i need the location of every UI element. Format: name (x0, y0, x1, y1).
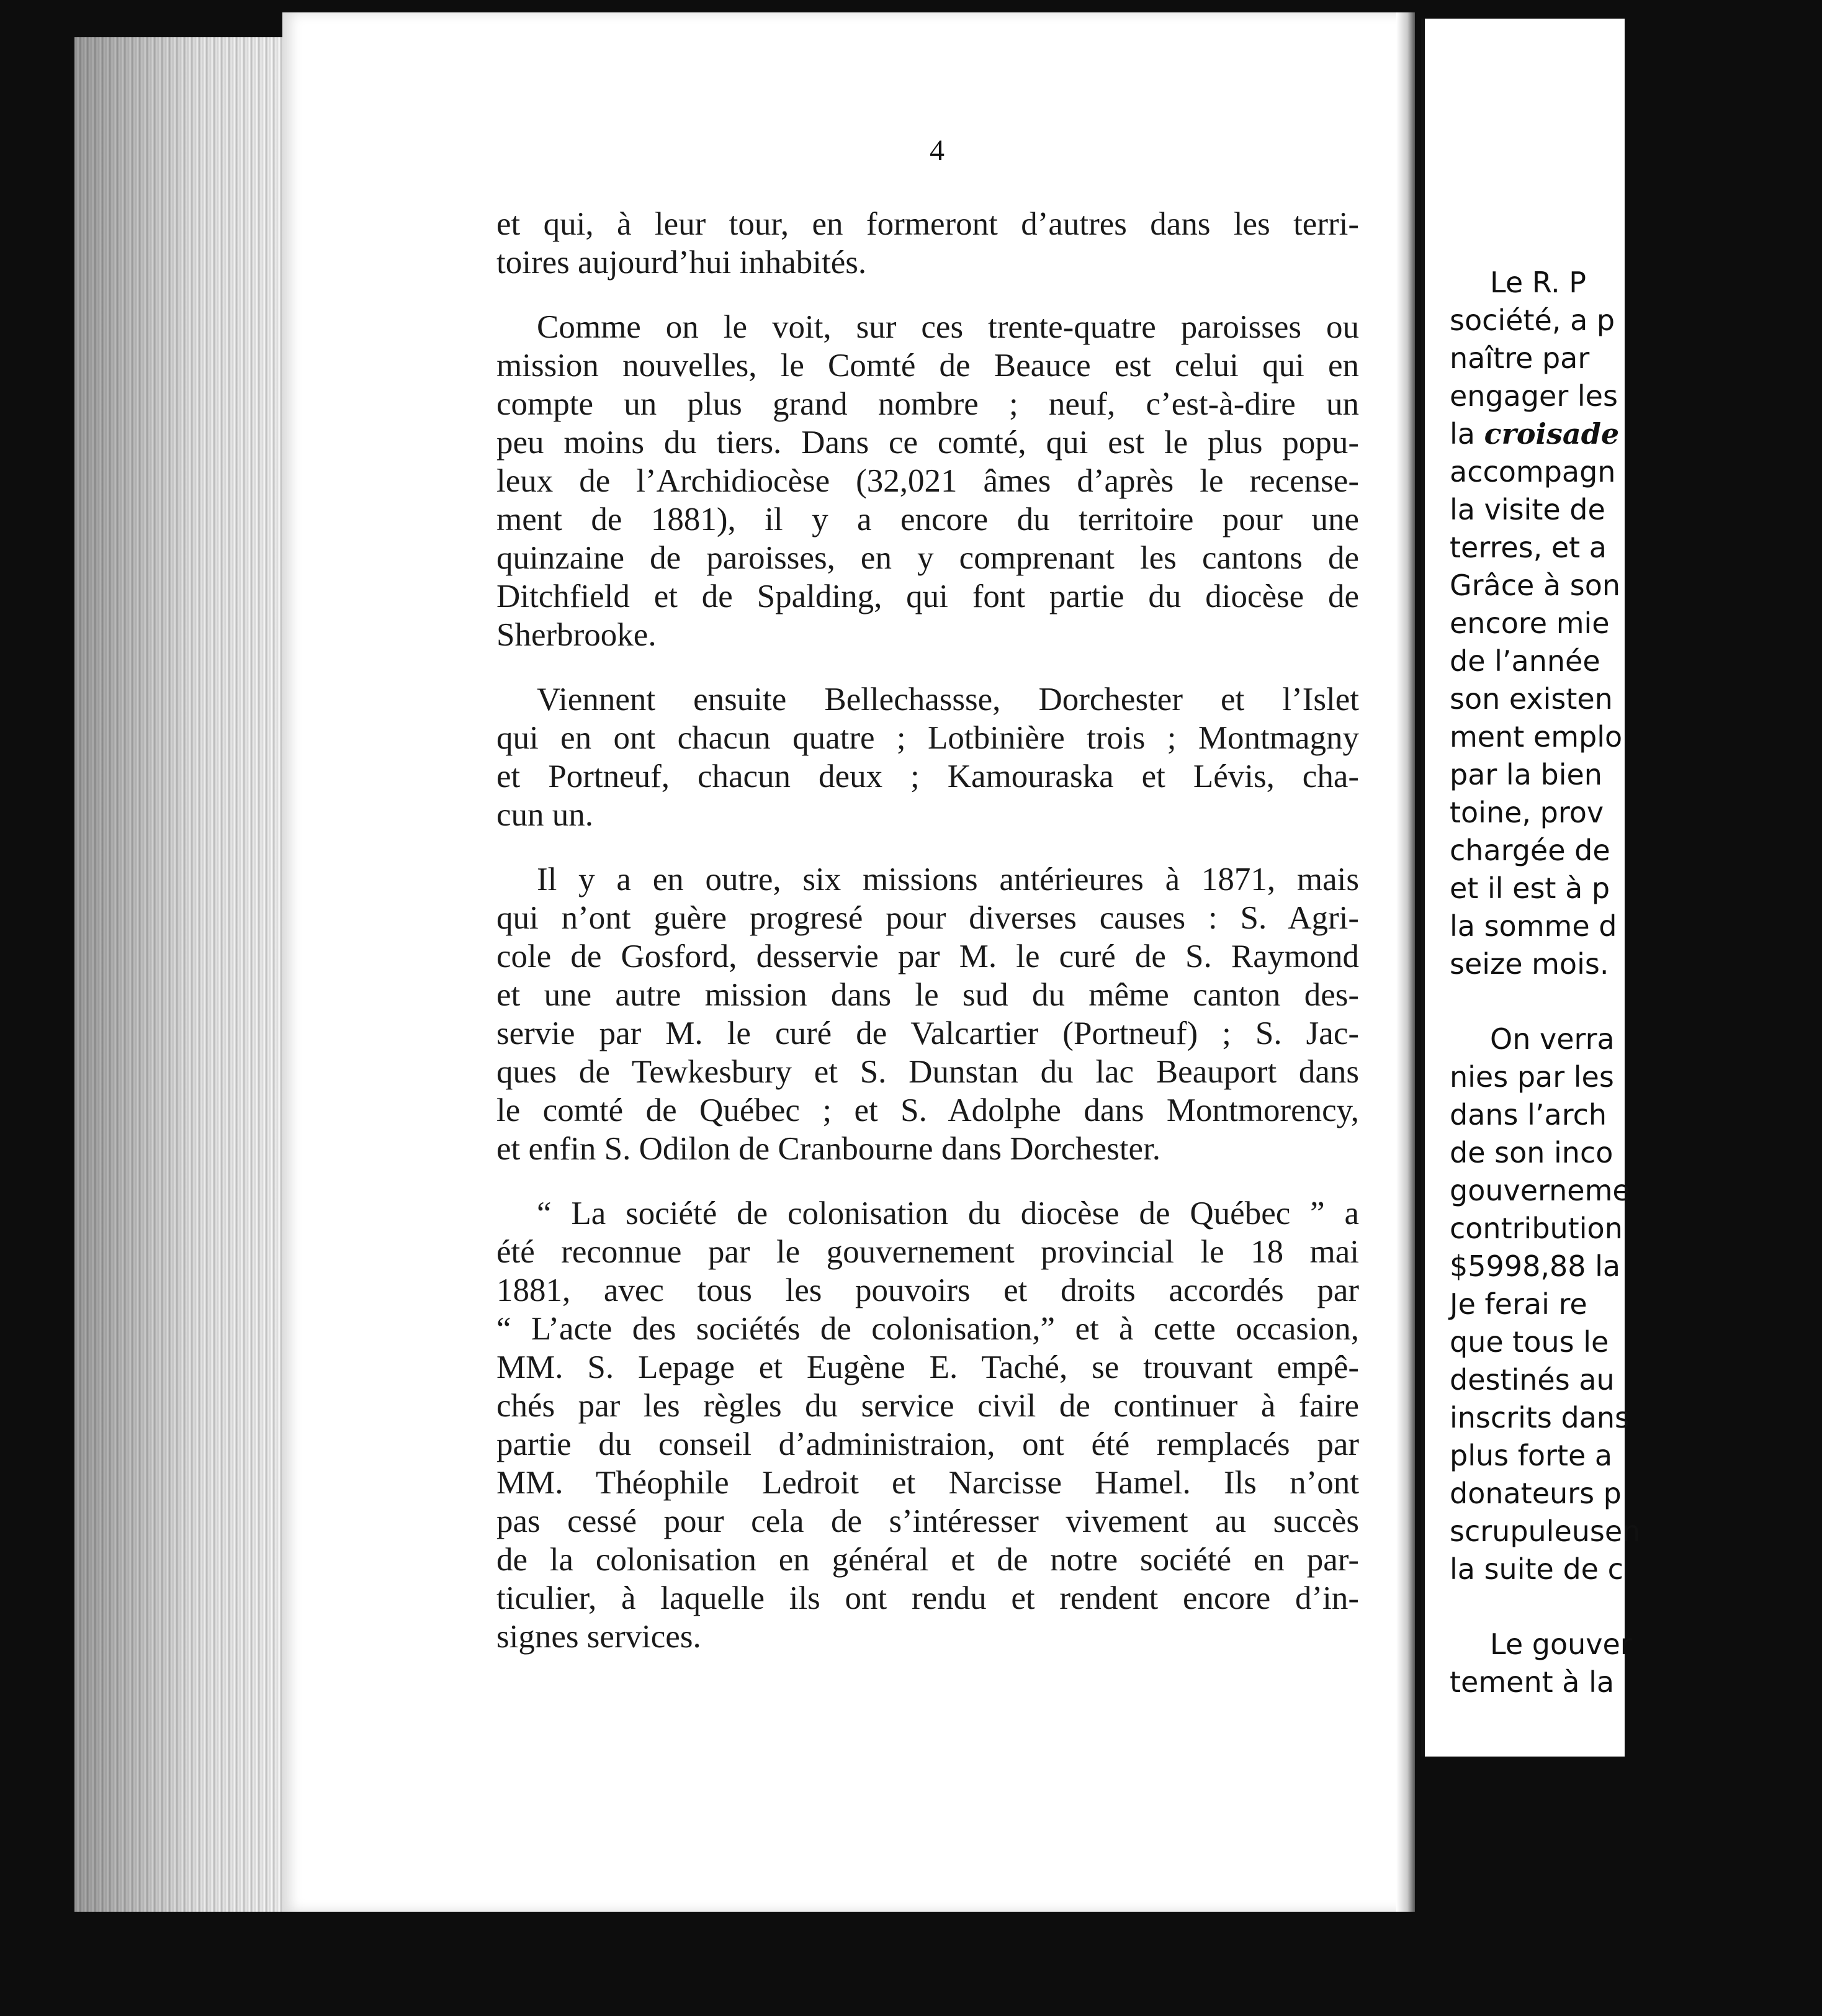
text-line: compte un plus grand nombre ; neuf, c’est-à-dire un (496, 386, 1359, 422)
paragraph (496, 308, 1359, 654)
text-line: dans l’arch (1450, 1098, 1607, 1132)
text-line: On verra (1490, 1022, 1615, 1056)
paragraph-gap (1450, 1588, 1822, 1626)
text-line: la suite de c (1450, 1552, 1623, 1586)
text-line: Sherbrooke. (496, 617, 657, 653)
text-line: que tous le (1450, 1325, 1609, 1359)
text-line: tement à la (1450, 1665, 1615, 1699)
text-line: donateurs p (1450, 1477, 1622, 1510)
text-line: servie par M. le curé de Valcartier (Portneuf) ; S. Jac- (496, 1015, 1359, 1051)
text-line: et enfin S. Odilon de Cranbourne dans Dorchester. (496, 1131, 1161, 1167)
text-line: toires aujourd’hui inhabités. (496, 245, 867, 281)
paragraph (496, 860, 1359, 1168)
text-line: naître par (1450, 341, 1590, 375)
text-line: nies par les (1450, 1060, 1614, 1094)
text-line: Le gouver (1490, 1627, 1632, 1661)
text-line: peu moins du tiers. Dans ce comté, qui est le plus popu- (496, 425, 1359, 461)
text-line: la visite de (1450, 493, 1605, 526)
text-line: Grâce à son (1450, 569, 1621, 602)
text-line: scrupuleusen (1450, 1514, 1641, 1548)
paragraph (496, 1194, 1359, 1656)
text-line: engager les (1450, 379, 1618, 413)
text-line: quinzaine de paroisses, en y comprenant les cantons de (496, 540, 1359, 576)
text-line: encore mie (1450, 606, 1610, 640)
text-line: MM. S. Lepage et Eugène E. Taché, se trouvant empê- (496, 1349, 1359, 1385)
text-line: cun un. (496, 797, 594, 833)
text-line: destinés au (1450, 1363, 1615, 1397)
paragraph (496, 680, 1359, 834)
text-line: le comté de Québec ; et S. Adolphe dans Montmorency, (496, 1092, 1359, 1128)
text-line: “ L’acte des sociétés de colonisation,” et à cette occasion, (496, 1311, 1359, 1347)
text-line: la croisade (1450, 417, 1620, 451)
paragraph-gap (1450, 983, 1822, 1020)
text-line: terres, et a (1450, 531, 1607, 564)
text-line: chargée de (1450, 834, 1610, 867)
stacked-page-edges (74, 37, 285, 1912)
book-gutter (1396, 12, 1415, 1912)
text-line: ment de 1881), il y a encore du territoire pour une (496, 502, 1359, 538)
text-line: 1881, avec tous les pouvoirs et droits accordés par (496, 1272, 1359, 1308)
page-number: 4 (930, 134, 945, 167)
text-line: Ditchfield et de Spalding, qui font partie du diocèse de (496, 578, 1359, 614)
text-line: de l’année (1450, 644, 1600, 678)
text-line: cole de Gosford, desservie par M. le curé de S. Raymond (496, 938, 1359, 974)
paragraph (496, 205, 1359, 282)
text-line: ticulier, à laquelle ils ont rendu et rendent encore d’in- (496, 1580, 1359, 1616)
text-line: toine, prov (1450, 796, 1604, 829)
text-line: qui n’ont guère progresé pour diverses causes : S. Agri- (496, 900, 1359, 936)
text-line: mission nouvelles, le Comté de Beauce est celui qui en (496, 348, 1359, 384)
text-line: et une autre mission dans le sud du même canton des- (496, 977, 1359, 1013)
left-page-body-text (496, 205, 1359, 1682)
text-line: leux de l’Archidiocèse (32,021 âmes d’après le recense- (496, 463, 1359, 499)
text-line: contribution (1450, 1212, 1623, 1245)
text-line: Viennent ensuite Bellechassse, Dorchester et l’Islet (537, 682, 1359, 718)
right-page (1421, 19, 1641, 1757)
text-line: et qui, à leur tour, en formeront d’autres dans les terri- (496, 206, 1359, 242)
text-line: plus forte a (1450, 1439, 1613, 1472)
text-line: Le R. P (1490, 266, 1587, 299)
text-line: Il y a en outre, six missions antérieures à 1871, mais (537, 862, 1359, 898)
text-line: pas cessé pour cela de s’intéresser vivement au succès (496, 1503, 1359, 1539)
text-line: de son inco (1450, 1136, 1613, 1169)
text-line: ques de Tewkesbury et S. Dunstan du lac Beauport dans (496, 1054, 1359, 1090)
text-line: MM. Théophile Ledroit et Narcisse Hamel. Ils n’ont (496, 1465, 1359, 1501)
text-line: “ La société de colonisation du diocèse de Québec ” a (537, 1195, 1359, 1231)
text-line: seize mois. (1450, 947, 1609, 981)
text-line: signes services. (496, 1619, 701, 1655)
text-line: chés par les règles du service civil de continuer à faire (496, 1388, 1359, 1424)
text-line: partie du conseil d’administraion, ont été remplacés par (496, 1426, 1359, 1462)
text-line: son existen (1450, 682, 1613, 716)
text-line: accompagn (1450, 455, 1616, 488)
scan-background (0, 1912, 1621, 2016)
text-line: Je ferai re (1450, 1287, 1587, 1321)
text-line: et Portneuf, chacun deux ; Kamouraska et Lévis, cha- (496, 758, 1359, 794)
text-line: par la bien (1450, 758, 1602, 791)
text-line: $5998,88 la (1450, 1249, 1621, 1283)
text-line: ment emplo (1450, 720, 1623, 754)
text-line: gouverneme (1450, 1174, 1630, 1207)
text-line: inscrits dans (1450, 1401, 1630, 1434)
text-line: société, a p (1450, 304, 1615, 337)
text-line: qui en ont chacun quatre ; Lotbinière trois ; Montmagny (496, 720, 1359, 756)
right-page-text (1450, 264, 1822, 1701)
text-line: été reconnue par le gouvernement provincial le 18 mai (496, 1234, 1359, 1270)
text-line: de la colonisation en général et de notre société en par- (496, 1542, 1359, 1578)
text-line: Comme on le voit, sur ces trente-quatre paroisses ou (537, 309, 1359, 345)
text-line: et il est à p (1450, 871, 1610, 905)
text-line: la somme d (1450, 909, 1617, 943)
